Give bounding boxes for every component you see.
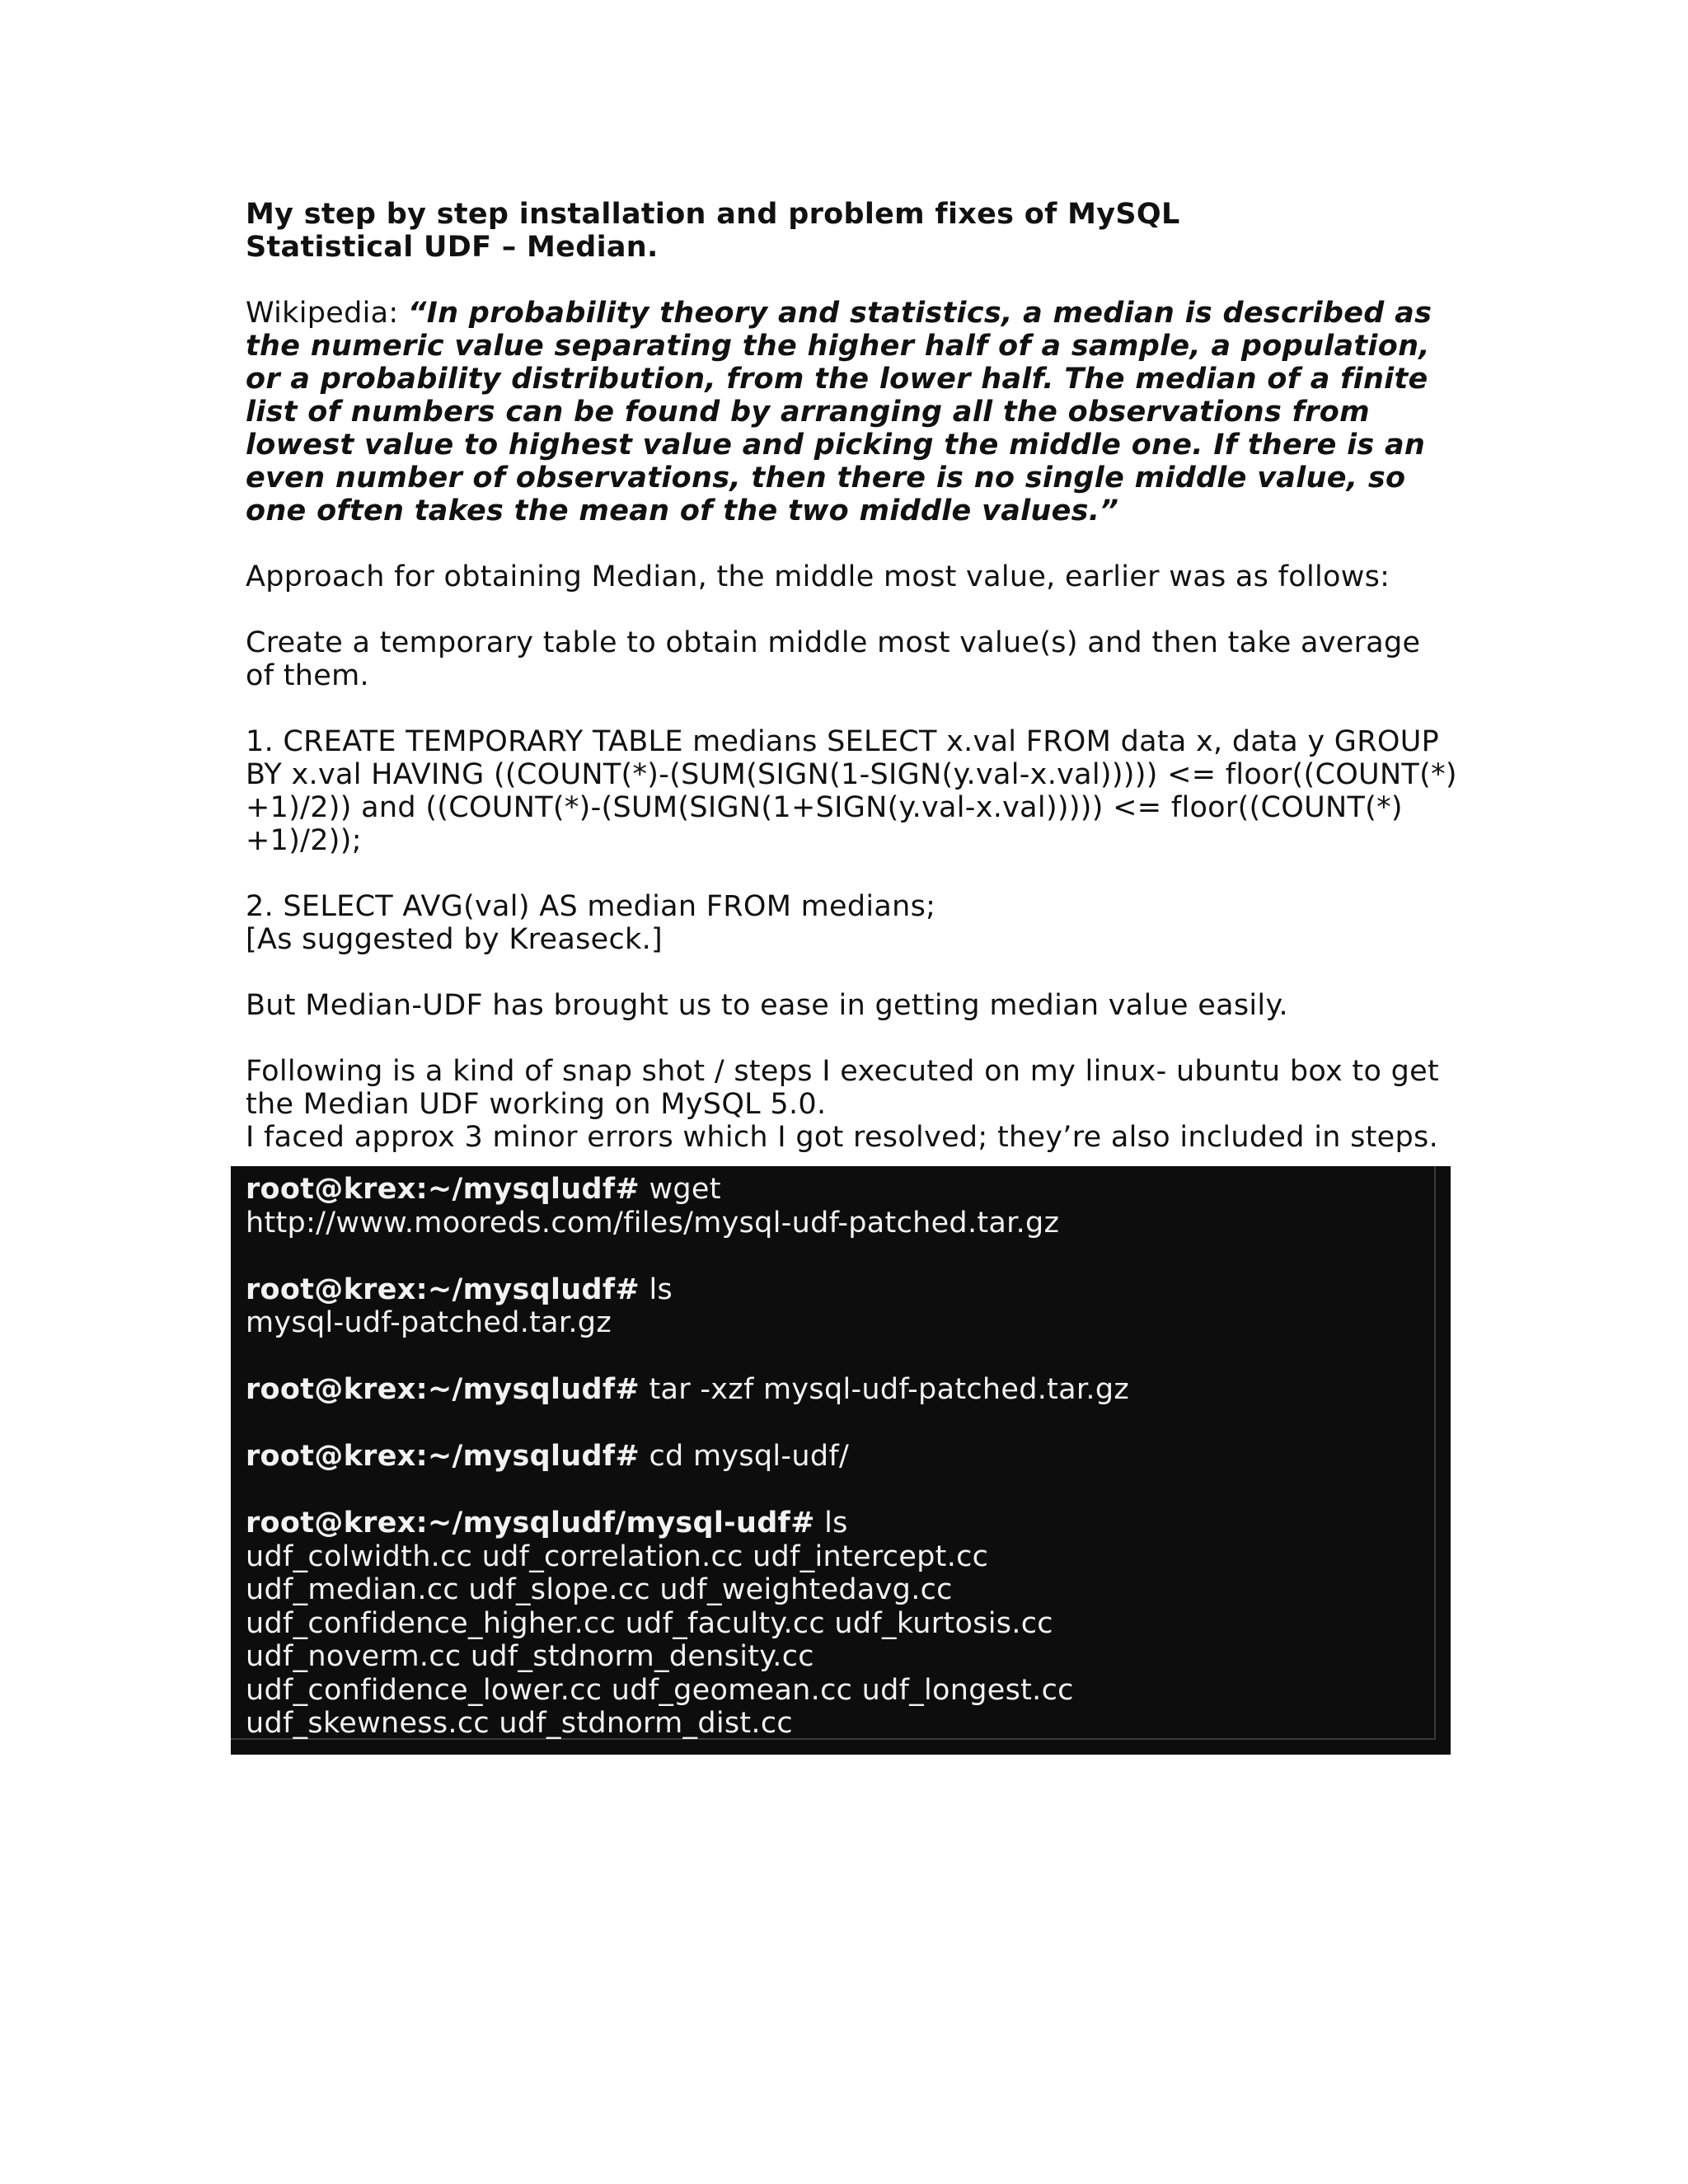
terminal-output-line: mysql-udf-patched.tar.gz: [246, 1306, 612, 1339]
terminal-prompt: root@krex:~/mysqludf#: [246, 1440, 640, 1473]
step-2-sql: 2. SELECT AVG(val) AS median FROM medians;: [246, 890, 936, 923]
following-paragraph: [246, 1055, 1457, 1154]
wikipedia-paragraph: [246, 297, 1457, 527]
terminal-output-line: udf_colwidth.cc udf_correlation.cc udf_intercept.cc: [246, 1540, 989, 1573]
terminal-command-text: ls: [640, 1272, 673, 1306]
terminal-command-text: cd mysql-udf/: [640, 1440, 850, 1473]
following-text-2: I faced approx 3 minor errors which I got resolved; they’re also included in steps.: [246, 1121, 1438, 1154]
terminal-command-text: ls: [814, 1507, 848, 1540]
document-body: [246, 198, 1457, 1187]
terminal-frame: [231, 1166, 1436, 1740]
terminal-output-line: udf_confidence_lower.cc udf_geomean.cc udf_longest.cc: [246, 1673, 1074, 1707]
terminal-command-1: [246, 1173, 1434, 1240]
step-1-sql: 1. CREATE TEMPORARY TABLE medians SELECT x.val FROM data x, data y GROUP BY x.val HAVING ((COUNT(*)-(SUM(SIGN(1-SIGN(y.val-x.val))))) <= floor((COUNT(*) +1)/2)) and ((COUNT(*)-(SUM(SIGN(1+SIGN(y.val-x.val))))) <= floor((COUNT(*) +1)/2));: [246, 725, 1457, 857]
wikipedia-prefix: Wikipedia:: [246, 297, 408, 330]
terminal-command-2: [246, 1273, 1434, 1340]
terminal-command-text: tar -xzf mysql-udf-patched.tar.gz: [640, 1373, 1130, 1406]
title-line-2: Statistical UDF – Median.: [246, 231, 659, 264]
title-line-1: My step by step installation and problem fixes of MySQL: [246, 198, 1180, 231]
wikipedia-quote: “In probability theory and statistics, a median is described as the numeric value separating the higher half of a sample, a population, or a probability distribution, from the lower half. The median of a finite list of numbers can be found by arranging all the observations from lowest value to highest value and picking the middle one. If there is an even number of observations, then there is no single middle value, so one often takes the mean of the two middle values.”: [246, 297, 1432, 527]
terminal-output-line: udf_median.cc udf_slope.cc udf_weightedavg.cc: [246, 1573, 953, 1606]
median-udf-paragraph: But Median-UDF has brought us to ease in getting median value easily.: [246, 989, 1288, 1022]
step-2-block: [246, 890, 1457, 956]
approach-paragraph: Approach for obtaining Median, the middle most value, earlier was as follows:: [246, 560, 1390, 593]
temp-table-paragraph: Create a temporary table to obtain middle most value(s) and then take average of them.: [246, 626, 1421, 692]
terminal-command-4: [246, 1440, 1434, 1474]
terminal-prompt: root@krex:~/mysqludf/mysql-udf#: [246, 1507, 815, 1540]
terminal-output-line: http://www.mooreds.com/files/mysql-udf-patched.tar.gz: [246, 1206, 1060, 1240]
terminal-command-3: [246, 1373, 1434, 1407]
terminal-prompt: root@krex:~/mysqludf#: [246, 1373, 640, 1406]
terminal-block: [231, 1166, 1451, 1755]
terminal-output-line: udf_confidence_higher.cc udf_faculty.cc udf_kurtosis.cc: [246, 1606, 1053, 1640]
terminal-prompt: root@krex:~/mysqludf#: [246, 1272, 640, 1306]
terminal-output-line: udf_noverm.cc udf_stdnorm_density.cc: [246, 1640, 814, 1673]
suggested-note: [As suggested by Kreaseck.]: [246, 923, 663, 956]
terminal-command-text: wget: [640, 1173, 721, 1206]
following-text-1: Following is a kind of snap shot / steps I executed on my linux- ubuntu box to get the Median UDF working on MySQL 5.0.: [246, 1055, 1439, 1121]
terminal-prompt: root@krex:~/mysqludf#: [246, 1173, 640, 1206]
document-title: [246, 198, 1457, 264]
terminal-command-5: [246, 1507, 1434, 1741]
terminal-output-line: udf_skewness.cc udf_stdnorm_dist.cc: [246, 1707, 793, 1740]
